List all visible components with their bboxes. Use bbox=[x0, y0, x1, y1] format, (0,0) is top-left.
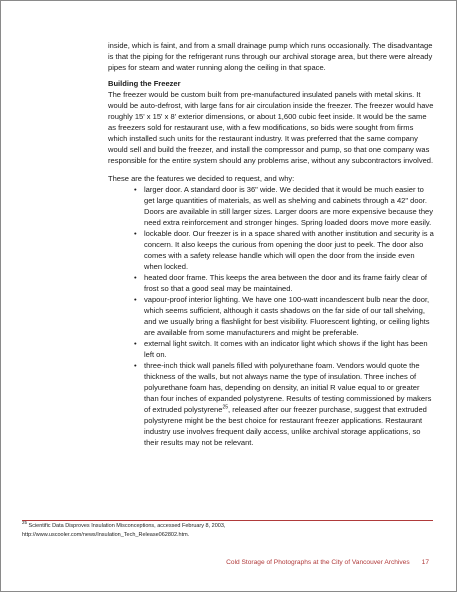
running-title: Cold Storage of Photographs at the City of Vancouver Archives bbox=[226, 559, 410, 566]
footnote-ref[interactable]: 25 bbox=[222, 404, 229, 411]
section-heading: Building the Freezer bbox=[108, 79, 181, 88]
feature-item: • lockable door. Our freezer is in a space shared with another institution and security is a concern. It also keeps the curious from opening the door just to peek. The door also comes with a safety release handle which will open the door from the inside even when locked. bbox=[144, 228, 434, 272]
feature-list bbox=[108, 184, 434, 448]
footnote-rule bbox=[22, 520, 433, 521]
paragraph-continued: inside, which is faint, and from a small drainage pump which runs occasionally. The disadvantage is that the piping for the refrigerant runs through our archival storage area, but there were already pipes for steam and water running along the ceiling in that space. bbox=[108, 41, 433, 72]
feature-text: three-inch thick wall panels filled with polyurethane foam. Vendors would quote the thickness of the walls, but not always name the type of insulation. Three inches of polyurethane foam has, depending on density, an initial R value equal to or greater than four inches of expanded polystyrene. Results of testing commissioned by makers of extruded polystyrene bbox=[144, 361, 432, 414]
feature-item: • heated door frame. This keeps the area between the door and its frame fairly clear of frost so that a good seal may be maintained. bbox=[144, 272, 434, 294]
footnote-text: Scientific Data Disproves Insulation Misconceptions, accessed February 8, 2003, bbox=[27, 523, 226, 529]
feature-item bbox=[144, 360, 434, 448]
footnote bbox=[22, 522, 433, 540]
body-text bbox=[108, 40, 434, 448]
feature-item: • vapour-proof interior lighting. We have one 100-watt incandescent bulb near the door, which seems sufficient, although it casts shadows on the far side of our tall shelving, and we usually bring a flashlight for best visibility. Fluorescent lighting, or ceiling lights are available from some manufacturers and might be preferable. bbox=[144, 294, 434, 338]
paragraph-building: The freezer would be custom built from pre-manufactured insulated panels with metal skins. It would be auto-defrost, with large fans for air circulation inside the freezer. The freezer would have roughly 15' x 15' x 8' exterior dimensions, or about 1,600 cubic feet inside. It would be the same as freezers sold for restaurant use, with a few modifications, so bids were sought from firms which installed such units for the restaurant industry. It was preferred that the same company would sell and build the freezer, and install the compressor and pump, so that one company was responsible for the entire system should any problems arise, without any subcontractors involved. bbox=[108, 90, 434, 165]
page-number: 17 bbox=[421, 559, 429, 566]
footnote-url[interactable]: http://www.uscooler.com/news/Insulation_Tech_Release062802.htm. bbox=[22, 532, 190, 538]
page-footer bbox=[226, 559, 429, 566]
feature-text-tail: , released after our freezer purchase, suggest that extruded polystyrene might be the best choice for restaurant freezer applications. Restaurant industry use involves frequent daily access, unlike archival storage applications, so their results may not be relevant. bbox=[144, 405, 427, 447]
footnote-number: 25 bbox=[22, 520, 28, 526]
feature-item: • larger door. A standard door is 36" wide. We decided that it would be much easier to get large quantities of materials, as well as shelving and cabinets through a 42" door. Doors are available in still larger sizes. Larger doors are more expensive because they need extra reinforcement and stronger hinges. Spring loaded doors move more easily. bbox=[144, 184, 434, 228]
feature-item: • external light switch. It comes with an indicator light which shows if the light has been left on. bbox=[144, 338, 434, 360]
list-intro: These are the features we decided to request, and why: bbox=[108, 174, 295, 183]
